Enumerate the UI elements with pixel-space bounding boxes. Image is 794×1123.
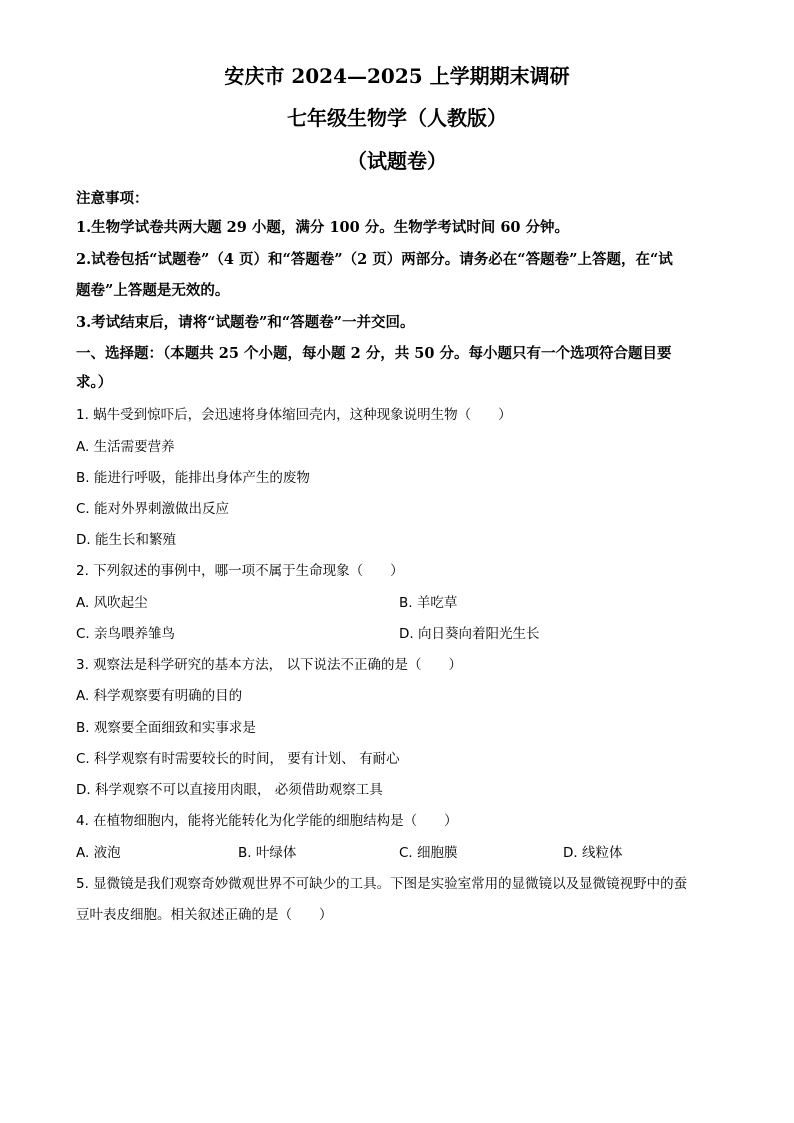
question-1-option-b: B. 能进行呼吸，能排出身体产生的废物 bbox=[76, 470, 310, 486]
exam-subtitle: 七年级生物学（人教版） bbox=[287, 106, 507, 130]
question-2-option-c: C. 亲鸟喂养雏鸟 bbox=[76, 626, 176, 642]
question-3-option-d: D. 科学观察不可以直接用肉眼， 必须借助观察工具 bbox=[76, 782, 383, 798]
exam-paper-type: （试题卷） bbox=[347, 149, 447, 173]
notice-item-3: 3.考试结束后，请将“试题卷”和“答题卷”一并交回。 bbox=[76, 314, 415, 331]
question-2-stem: 2. 下列叙述的事例中，哪一项不属于生命现象（ ） bbox=[76, 563, 404, 579]
question-2-option-b: B. 羊吃草 bbox=[399, 595, 458, 611]
question-2-option-a: A. 风吹起尘 bbox=[76, 595, 148, 611]
question-3-option-c: C. 科学观察有时需要较长的时间， 要有计划、 有耐心 bbox=[76, 751, 400, 767]
question-4-option-a: A. 液泡 bbox=[76, 845, 121, 861]
question-1-option-d: D. 能生长和繁殖 bbox=[76, 532, 176, 548]
exam-title: 安庆市 2024—2025 上学期期末调研 bbox=[224, 64, 570, 88]
section-heading: 一、选择题：（本题共 25 个小题，每小题 2 分，共 50 分。每小题只有一个选项符合题目要 bbox=[76, 345, 672, 362]
notice-heading: 注意事项： bbox=[76, 190, 149, 207]
question-5-stem-cont: 豆叶表皮细胞。相关叙述正确的是（ ） bbox=[76, 907, 333, 923]
question-4-option-c: C. 细胞膜 bbox=[399, 845, 458, 861]
question-4-option-b: B. 叶绿体 bbox=[238, 845, 297, 861]
question-5-stem: 5. 显微镜是我们观察奇妙微观世界不可缺少的工具。下图是实验室常用的显微镜以及显微镜视野中的蚕 bbox=[76, 876, 688, 892]
question-1-option-c: C. 能对外界刺激做出反应 bbox=[76, 501, 230, 517]
notice-item-2: 2.试卷包括“试题卷”（4 页）和“答题卷”（2 页）两部分。请务必在“答题卷”上答题，在“试 bbox=[76, 251, 673, 268]
question-2-option-d: D. 向日葵向着阳光生长 bbox=[399, 626, 540, 642]
notice-item-1: 1.生物学试卷共两大题 29 小题，满分 100 分。生物学考试时间 60 分钟。 bbox=[76, 219, 570, 236]
question-4-option-d: D. 线粒体 bbox=[563, 845, 623, 861]
section-heading-cont: 求。） bbox=[76, 374, 113, 391]
question-3-stem: 3. 观察法是科学研究的基本方法， 以下说法不正确的是（ ） bbox=[76, 657, 462, 673]
question-1-option-a: A. 生活需要营养 bbox=[76, 439, 175, 455]
notice-item-2-cont: 题卷”上答题是无效的。 bbox=[76, 282, 230, 299]
question-3-option-a: A. 科学观察要有明确的目的 bbox=[76, 688, 243, 704]
question-1-stem: 1. 蜗牛受到惊吓后，会迅速将身体缩回壳内，这种现象说明生物（ ） bbox=[76, 407, 512, 423]
question-4-stem: 4. 在植物细胞内，能将光能转化为化学能的细胞结构是（ ） bbox=[76, 813, 458, 829]
question-3-option-b: B. 观察要全面细致和实事求是 bbox=[76, 720, 256, 736]
